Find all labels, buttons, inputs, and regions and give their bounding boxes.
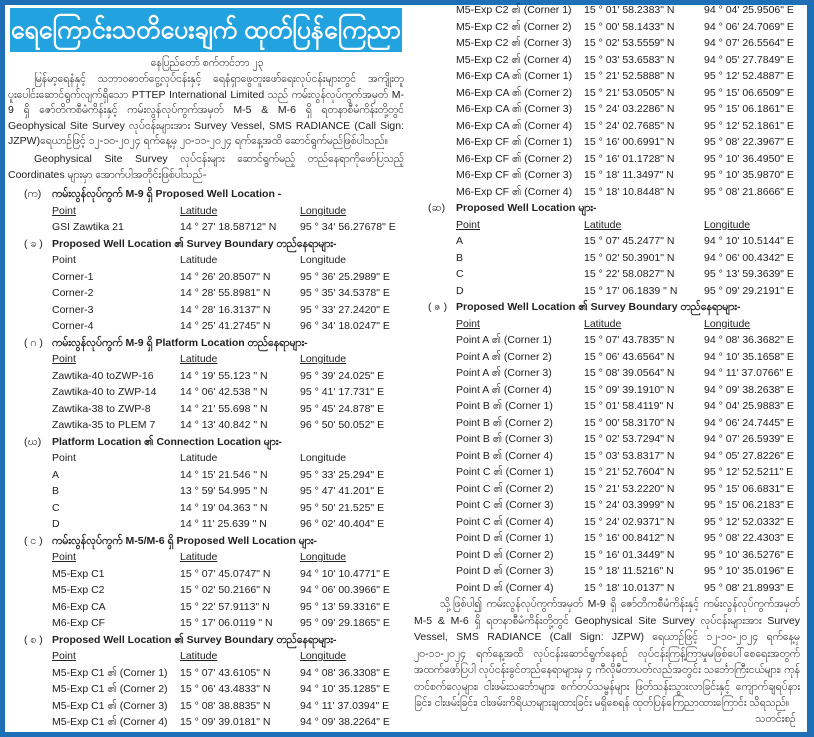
latitude-value: 15 ° 09' 39.1910" N (584, 383, 675, 396)
point-name: M6-Exp CF ၏ (Corner 4) (456, 185, 573, 198)
point-name: C (456, 268, 464, 280)
coordinate-row (6, 615, 408, 632)
point-name: Point C ၏ (Corner 1) (456, 466, 554, 478)
latitude-value: 15 ° 02' 50.2166" N (180, 584, 271, 596)
point-name: M6-Exp CA ၏ (Corner 2) (456, 86, 573, 99)
header-longitude: Longitude (300, 254, 347, 266)
header-point: Point (52, 650, 76, 662)
section-heading (410, 200, 806, 217)
latitude-value: 15 ° 21' 53.2220" N (584, 482, 675, 495)
point-name: M6-Exp CA ၏ (Corner 4) (456, 119, 573, 132)
coordinate-row (410, 101, 806, 118)
longitude-value: 96 ° 34' 18.0247" E (300, 320, 390, 332)
latitude-value: 14 ° 27' 18.58712" N (180, 221, 277, 233)
header-point: Point (456, 317, 480, 330)
longitude-value: 95 ° 41' 17.731" E (300, 386, 385, 398)
point-name: Corner-4 (52, 320, 94, 332)
coordinate-row (410, 184, 806, 201)
point-name: Point A ၏ (Corner 4) (456, 383, 552, 396)
longitude-value: 95 ° 36' 25.2989" E (300, 270, 390, 283)
point-name: Zawtika-40 toZWP-16 (52, 369, 154, 382)
header-latitude: Latitude (584, 218, 622, 231)
section-heading (410, 299, 806, 316)
coordinate-row (410, 52, 806, 69)
latitude-value: 15 ° 08' 38.8835" N (180, 699, 271, 712)
longitude-value: 95 ° 15' 06.6509" E (704, 86, 794, 99)
longitude-value: 94 ° 05' 27.8226" E (704, 449, 794, 462)
longitude-value: 94 ° 04' 25.9506" E (704, 4, 794, 16)
point-name: Point B ၏ (Corner 2) (456, 416, 553, 429)
coordinate-row (410, 563, 806, 580)
header-longitude: Longitude (300, 204, 347, 217)
point-name: D (456, 284, 464, 297)
latitude-value: 14 ° 26' 20.8507" N (180, 270, 271, 283)
longitude-value: 94 ° 06' 00.4342" E (704, 251, 794, 264)
latitude-value: 15 ° 18' 10.0137" N (584, 581, 675, 594)
coordinate-row (410, 464, 806, 481)
longitude-value: 95 ° 09' 29.2191" E (704, 284, 794, 297)
coordinate-row (6, 500, 408, 517)
section-marker: ( င ) (24, 534, 43, 547)
coordinate-row (410, 481, 806, 498)
coordinate-row (6, 566, 408, 583)
latitude-value: 15 ° 07' 43.6105" N (180, 666, 271, 679)
latitude-value: 14 ° 19' 04.363 " N (180, 501, 268, 514)
longitude-value: 95 ° 10' 35.9870" E (704, 169, 794, 181)
latitude-value: 15 ° 24' 03.2286" N (584, 103, 675, 115)
latitude-value: 15 ° 08' 39.0564" N (584, 367, 675, 379)
coordinate-row (410, 398, 806, 415)
latitude-value: 15 ° 16' 01.1728" N (584, 152, 675, 165)
latitude-value: 15 ° 17' 06.0119 " N (180, 617, 273, 629)
longitude-value: 95 ° 10' 35.0196" E (704, 565, 794, 577)
point-name: D (52, 518, 60, 530)
latitude-value: 15 ° 16' 00.8412" N (584, 532, 675, 544)
latitude-value: 15 ° 21' 52.7604" N (584, 466, 675, 478)
coordinate-sections (6, 186, 408, 731)
point-name: A (52, 468, 60, 481)
coordinate-row (6, 714, 408, 731)
longitude-value: 95 ° 08' 22.4303" E (704, 532, 794, 544)
header-latitude: Latitude (180, 353, 218, 365)
table-header (6, 252, 408, 269)
section-heading (6, 533, 408, 550)
intro-paragraph: မြန်မာ့ရေနံနှင့် သဘာဝဓာတ်ငွေ့လုပ်ငန်းနှင့် ရေနံရှာဖွေတူးဖော်ရေးလုပ်ငန်းများတွင် အကျိုးတူပူးပေါင်းဆောင်ရွက်လျက်ရှိသော PTTEP International Limited သည် ကမ်းလွန်လုပ်ကွက်အမှတ် M-9 ရှိ ဇော်တိကစီမံကိန်းနှင့် ကမ်းလွန်လုပ်ကွက်အမှတ် M-5 & M-6 ရှိ ရတနာစီမံကိန်းတို့တွင် Geophysical Site Survey လုပ်ငန်းများအား Survey Vessel, SMS RADIANCE (Call Sign: JZPW)ရေယာဉ်ဖြင့် ၁၂-၁၀-၂၀၂၄ ရက်နေ့မှ ၂၀-၁၁-၂၀၂၄ ရက်နေ့အထိ ဆောင်ရွက်မည်ဖြစ်ပါသည်။ (8, 73, 404, 148)
point-name: Point B ၏ (Corner 3) (456, 433, 553, 445)
latitude-value: 15 ° 01' 58.4119" N (584, 400, 674, 412)
longitude-value: 94 ° 06' 24.7069" E (704, 20, 794, 33)
coordinate-row (410, 283, 806, 300)
longitude-value: 94 ° 05' 27.7849" E (704, 53, 794, 66)
latitude-value: 15 ° 07' 45.2477" N (584, 235, 675, 247)
latitude-value: 15 ° 22' 58.0827" N (584, 268, 675, 280)
longitude-value: 95 ° 15' 06.6831" E (704, 482, 794, 495)
latitude-value: 15 ° 22' 57.9113" N (180, 600, 270, 613)
longitude-value: 94 ° 06' 00.3966" E (300, 584, 390, 596)
header-point: Point (456, 218, 480, 231)
longitude-value: 94 ° 10' 10.4771" E (300, 567, 390, 580)
longitude-value: 95 ° 50' 21.525" E (300, 501, 385, 514)
coordinate-row (6, 698, 408, 715)
coordinate-row (6, 665, 408, 682)
latitude-value: 15 ° 16' 00.6991" N (584, 136, 675, 148)
latitude-value: 15 ° 07' 43.7835" N (584, 334, 675, 346)
section-title: ကမ်းလွန်လုပ်ကွက် M-5/M-6 ရှိ Proposed Well Location များ- (52, 534, 317, 547)
coordinate-row (6, 483, 408, 500)
header-point: Point (52, 204, 76, 217)
point-name: Point C ၏ (Corner 2) (456, 482, 554, 495)
longitude-value: 95 ° 13' 59.3316" E (300, 600, 390, 613)
latitude-value: 14 ° 11' 25.639 " N (180, 518, 267, 530)
header-point: Point (52, 452, 76, 464)
section-marker: (က) (24, 188, 42, 200)
point-name: Point C ၏ (Corner 3) (456, 499, 554, 511)
point-name: M6-Exp CA (52, 600, 106, 613)
longitude-value: 94 ° 07' 26.5939" E (704, 433, 794, 445)
latitude-value: 15 ° 02' 53.7294" N (584, 433, 675, 445)
header-longitude: Longitude (300, 650, 347, 662)
point-name: M6-Exp CF (52, 617, 106, 629)
latitude-value: 15 ° 18' 11.3497" N (584, 169, 674, 181)
header-latitude: Latitude (180, 452, 218, 464)
latitude-value: 14 ° 19' 55.123 " N (180, 369, 268, 382)
latitude-value: 15 ° 07' 45.0747" N (180, 567, 271, 580)
longitude-value: 95 ° 10' 36.5276" E (704, 548, 794, 561)
section-title: ကမ်းလွန်လုပ်ကွက် M-9 ရှိ Proposed Well Location - (52, 188, 282, 200)
header-latitude: Latitude (584, 317, 622, 330)
coordinate-row (6, 582, 408, 599)
point-name: M6-Exp CF ၏ (Corner 2) (456, 152, 573, 165)
point-name: C (52, 501, 60, 514)
coordinate-row (410, 19, 806, 36)
longitude-value: 95 ° 12' 52.5211" E (704, 466, 794, 478)
section-marker: ( ခ ) (24, 237, 43, 250)
longitude-value: 94 ° 06' 24.7445" E (704, 416, 794, 429)
latitude-value: 15 ° 21' 52.5888" N (584, 70, 675, 82)
latitude-value: 15 ° 01' 58.2383" N (584, 4, 675, 16)
header-point: Point (52, 353, 76, 365)
latitude-value: 15 ° 03' 53.8317" N (584, 449, 675, 462)
longitude-value: 95 ° 15' 06.1861" E (704, 103, 794, 115)
longitude-value: 95 ° 10' 36.4950" E (704, 152, 794, 165)
section-title: ကမ်းလွန်လုပ်ကွက် M-9 ရှိ Platform Location တည်နေရာများ- (52, 336, 308, 349)
header-longitude: Longitude (300, 551, 347, 563)
coordinate-row (410, 448, 806, 465)
point-name: Zawtika-35 to PLEM 7 (52, 419, 156, 431)
header-point: Point (52, 254, 76, 266)
coordinate-row (410, 2, 806, 19)
point-name: M6-Exp CA ၏ (Corner 1) (456, 70, 573, 82)
latitude-value: 15 ° 02' 53.5559" N (584, 37, 675, 49)
point-name: Point B ၏ (Corner 4) (456, 449, 553, 462)
coordinate-row (410, 349, 806, 366)
coordinate-row (410, 233, 806, 250)
coordinate-row (410, 497, 806, 514)
signature: သတင်းစဉ် (755, 713, 796, 725)
coordinate-row (6, 368, 408, 385)
point-name: Point D ၏ (Corner 4) (456, 581, 554, 594)
section-heading (6, 186, 408, 203)
section-heading (6, 236, 408, 253)
header-longitude: Longitude (300, 452, 347, 464)
point-name: M6-Exp CF ၏ (Corner 1) (456, 136, 573, 148)
section-title: Proposed Well Location ၏ Survey Boundary တည်နေရာများ- (52, 633, 337, 646)
point-name: M5-Exp C1 (52, 567, 105, 580)
coordinate-row (6, 384, 408, 401)
coordinate-row (6, 302, 408, 319)
longitude-value: 95 ° 12' 52.1861" E (704, 119, 794, 132)
point-name: B (456, 251, 464, 264)
latitude-value: 15 ° 16' 01.3449" N (584, 548, 675, 561)
section-heading (6, 434, 408, 451)
closing-paragraph: သို့ဖြစ်ပါ၍ ကမ်းလွန်လုပ်ကွက်အမှတ် M-9 ရှိ ဇော်တိကစီမံကိန်းနှင့် ကမ်းလွန်လုပ်ကွက်အမှတ် M-5 & M-6 ရှိ ရတနာစီမံကိန်းတို့တွင် Geophysical Site Survey လုပ်ငန်းများအား Survey Vessel, SMS RADIANCE (Call Sign: JZPW) ရေယာဉ်ဖြင့် ၁၂-၁၀-၂၀၂၄ ရက်နေ့မှ ၂၀-၁၁-၂၀၂၄ ရက်နေ့အထိ လုပ်ငန်းဆောင်ရွက်နေစဉ် လုပ်ငန်းကြန့်ကြာမှုမဖြစ်ပေါ်စေရေးအတွက် အထက်ဖော်ပြပါ လုပ်ငန်းခွင်တည်နေရာများမှ ၄ ကီလိုမီတာပတ်လည်အတွင်း သင်္ဘောကြီးငယ်များ၊ ကုန်တင်စက်လှေများ၊ ငါးဖမ်းသင်္ဘောများ၊ စက်တပ်သမ္ဗန်များ ဖြတ်သန်းသွားလာခြင်းနှင့် ကျောက်ချရပ်နားခြင်း၊ ငါးဖမ်းခြင်း၊ ငါးဖမ်းကိရိယာများချထားခြင်း မရှိစေရန် ထုတ်ပြန်ကြေညာထားကြောင်း သိရသည်။ (414, 598, 800, 709)
longitude-value: 95 ° 13' 59.3639" E (704, 268, 794, 280)
latitude-value: 14 ° 15' 21.546 " N (180, 468, 268, 481)
section-marker: ( ဇ ) (428, 301, 448, 313)
longitude-value: 94 ° 09' 38.2264" E (300, 716, 390, 728)
longitude-value: 95 ° 09' 29.1865" E (300, 617, 390, 629)
coordinate-row (410, 35, 806, 52)
longitude-value: 94 ° 04' 25.9883" E (704, 400, 794, 412)
section-marker: ( စ ) (24, 633, 43, 646)
latitude-value: 15 ° 24' 03.3999" N (584, 499, 675, 511)
coordinate-row (410, 530, 806, 547)
longitude-value: 95 ° 33' 25.294" E (300, 468, 385, 481)
longitude-value: 96 ° 50' 50.052" E (300, 419, 385, 431)
section-marker: (ဃ) (24, 435, 42, 448)
coordinate-row (410, 250, 806, 267)
longitude-value: 95 ° 12' 52.4887" E (704, 70, 794, 82)
dateline: နေပြည်တော် စက်တင်ဘာ ၂၃ (150, 57, 264, 69)
latitude-value: 14 ° 21' 55.698 " N (180, 402, 268, 415)
right-column (410, 5, 806, 728)
coordinate-row (6, 269, 408, 286)
latitude-value: 15 ° 03' 53.6583" N (584, 53, 675, 66)
point-name: Point A ၏ (Corner 3) (456, 367, 552, 379)
coordinate-row (410, 85, 806, 102)
longitude-value: 95 ° 47' 41.201" E (300, 485, 385, 497)
header-latitude: Latitude (180, 254, 218, 266)
coordinate-row (6, 681, 408, 698)
latitude-value: 14 ° 13' 40.842 " N (180, 419, 268, 431)
section-title: Platform Location ၏ Connection Location များ- (52, 435, 282, 448)
coordinate-row (6, 599, 408, 616)
point-name: M5-Exp C1 ၏ (Corner 4) (52, 716, 168, 728)
latitude-value: 15 ° 24' 02.9371" N (584, 515, 675, 528)
point-name: Corner-1 (52, 270, 94, 283)
latitude-value: 15 ° 06' 43.6564" N (584, 350, 675, 363)
header-latitude: Latitude (180, 650, 218, 662)
point-name: M5-Exp C2 ၏ (Corner 4) (456, 53, 572, 66)
point-name: M5-Exp C2 (52, 584, 105, 596)
coordinate-row (6, 318, 408, 335)
header-latitude: Latitude (180, 204, 218, 217)
point-name: M5-Exp C1 ၏ (Corner 2) (52, 683, 168, 695)
section-heading (6, 632, 408, 649)
latitude-value: 13 ° 59' 54.995 " N (180, 485, 268, 497)
longitude-value: 95 ° 35' 34.5378" E (300, 287, 390, 299)
latitude-value: 15 ° 00' 58.1433" N (584, 20, 675, 33)
latitude-value: 15 ° 09' 39.0181" N (180, 716, 271, 728)
longitude-value: 95 ° 15' 06.2183" E (704, 499, 794, 511)
longitude-value: 94 ° 08' 36.3308" E (300, 666, 390, 679)
point-name: Corner-2 (52, 287, 94, 299)
point-name: M5-Exp C2 ၏ (Corner 2) (456, 20, 572, 33)
table-header (410, 217, 806, 234)
coordinate-row (410, 118, 806, 135)
coordinate-row (410, 514, 806, 531)
latitude-value: 15 ° 18' 10.8448" N (584, 185, 675, 198)
longitude-value: 95 ° 08' 21.8666" E (704, 185, 794, 198)
coordinate-row (410, 134, 806, 151)
notice-title: ရေကြောင်းသတိပေးချက် ထုတ်ပြန်ကြေညာ (10, 8, 402, 52)
point-name: Zawtika-40 to ZWP-14 (52, 386, 157, 398)
longitude-value: 94 ° 09' 38.2638" E (704, 383, 794, 396)
point-name: M5-Exp C2 ၏ (Corner 1) (456, 4, 572, 16)
header-longitude: Longitude (704, 317, 751, 330)
table-header (6, 203, 408, 220)
latitude-value: 15 ° 24' 02.7685" N (584, 119, 675, 132)
point-name: Point A ၏ (Corner 2) (456, 350, 552, 363)
point-name: M5-Exp C2 ၏ (Corner 3) (456, 37, 572, 49)
latitude-value: 15 ° 18' 11.5216" N (584, 565, 674, 577)
point-name: GSI Zawtika 21 (52, 221, 124, 233)
latitude-value: 15 ° 17' 06.1839 " N (584, 284, 678, 297)
table-header (6, 549, 408, 566)
point-name: Point C ၏ (Corner 4) (456, 515, 554, 528)
coordinate-row (6, 219, 408, 236)
table-header (6, 351, 408, 368)
latitude-value: 15 ° 21' 53.0505" N (584, 86, 675, 99)
longitude-value: 94 ° 07' 26.5564" E (704, 37, 794, 49)
coordinate-row (410, 68, 806, 85)
coordinate-row (410, 382, 806, 399)
coordinate-row (410, 332, 806, 349)
longitude-value: 94 ° 10' 10.5144" E (704, 235, 794, 247)
point-name: M5-Exp C1 ၏ (Corner 3) (52, 699, 168, 712)
coordinate-row (410, 415, 806, 432)
table-header (6, 648, 408, 665)
coordinate-row (6, 417, 408, 434)
header-latitude: Latitude (180, 551, 218, 563)
coordinate-row (410, 547, 806, 564)
coordinate-sections (410, 200, 806, 596)
point-name: Point B ၏ (Corner 1) (456, 400, 553, 412)
longitude-value: 94 ° 11' 37.0766" E (704, 367, 794, 379)
longitude-value: 95 ° 45' 24.878" E (300, 402, 385, 415)
section-title: Proposed Well Location ၏ Survey Boundary တည်နေရာများ- (52, 237, 337, 250)
latitude-value: 14 ° 28' 16.3137" N (180, 303, 271, 316)
header-point: Point (52, 551, 76, 563)
point-name: Corner-3 (52, 303, 94, 316)
latitude-value: 14 ° 25' 41.2745" N (180, 320, 271, 332)
coordinate-row (6, 467, 408, 484)
longitude-value: 95 ° 33' 27.2420" E (300, 303, 390, 316)
longitude-value: 94 ° 11' 37.0394" E (300, 699, 390, 712)
coordinate-row (410, 431, 806, 448)
latitude-value: 15 ° 06' 43.4833" N (180, 683, 271, 695)
coordinate-row (410, 580, 806, 597)
longitude-value: 95 ° 34' 56.27678" E (300, 221, 396, 233)
coordinate-row (6, 516, 408, 533)
coordinate-row (410, 167, 806, 184)
longitude-value: 95 ° 12' 52.0332" E (704, 515, 794, 528)
header-longitude: Longitude (300, 353, 347, 365)
longitude-value: 94 ° 10' 35.1285" E (300, 683, 390, 695)
point-name: M5-Exp C1 ၏ (Corner 1) (52, 666, 168, 679)
longitude-value: 95 ° 08' 22.3967" E (704, 136, 794, 148)
left-column (6, 5, 408, 731)
point-name: Point D ၏ (Corner 3) (456, 565, 554, 577)
point-name: Point D ၏ (Corner 2) (456, 548, 554, 561)
point-name: Point A ၏ (Corner 1) (456, 334, 552, 346)
intro-paragraph: Geophysical Site Survey လုပ်ငန်းများ ဆောင်ရွက်မည့် တည်နေရာကိုဖော်ပြသည့် Coordinates များမှာ အောက်ပါအတိုင်းဖြစ်ပါသည်- (8, 153, 404, 181)
longitude-value: 95 ° 39' 24.025" E (300, 369, 385, 382)
continued-coordinate-rows (410, 2, 806, 200)
latitude-value: 14 ° 06' 42.538 " N (180, 386, 268, 398)
section-marker: (ဆ) (428, 202, 446, 214)
table-header (410, 316, 806, 333)
point-name: M6-Exp CF ၏ (Corner 3) (456, 169, 573, 181)
section-heading (6, 335, 408, 352)
point-name: A (456, 235, 464, 247)
coordinate-row (6, 285, 408, 302)
latitude-value: 15 ° 02' 50.3901" N (584, 251, 675, 264)
coordinate-row (6, 401, 408, 418)
coordinate-row (410, 365, 806, 382)
coordinate-row (410, 266, 806, 283)
longitude-value: 96 ° 02' 40.404" E (300, 518, 385, 530)
table-header (6, 450, 408, 467)
point-name: M6-Exp CA ၏ (Corner 3) (456, 103, 573, 115)
point-name: Point D ၏ (Corner 1) (456, 532, 554, 544)
header-longitude: Longitude (704, 218, 751, 231)
longitude-value: 95 ° 08' 21.8993" E (704, 581, 794, 594)
longitude-value: 94 ° 10' 35.1658" E (704, 350, 794, 363)
section-title: Proposed Well Location ၏ Survey Boundary တည်နေရာများ- (456, 301, 741, 313)
coordinate-row (410, 151, 806, 168)
point-name: Zawtika-38 to ZWP-8 (52, 402, 151, 415)
latitude-value: 14 ° 28' 55.8981" N (180, 287, 271, 299)
section-title: Proposed Well Location များ- (456, 202, 597, 214)
longitude-value: 94 ° 08' 36.3682" E (704, 334, 794, 346)
point-name: B (52, 485, 60, 497)
latitude-value: 15 ° 00' 58.3170" N (584, 416, 675, 429)
section-marker: ( ဂ ) (24, 336, 43, 349)
